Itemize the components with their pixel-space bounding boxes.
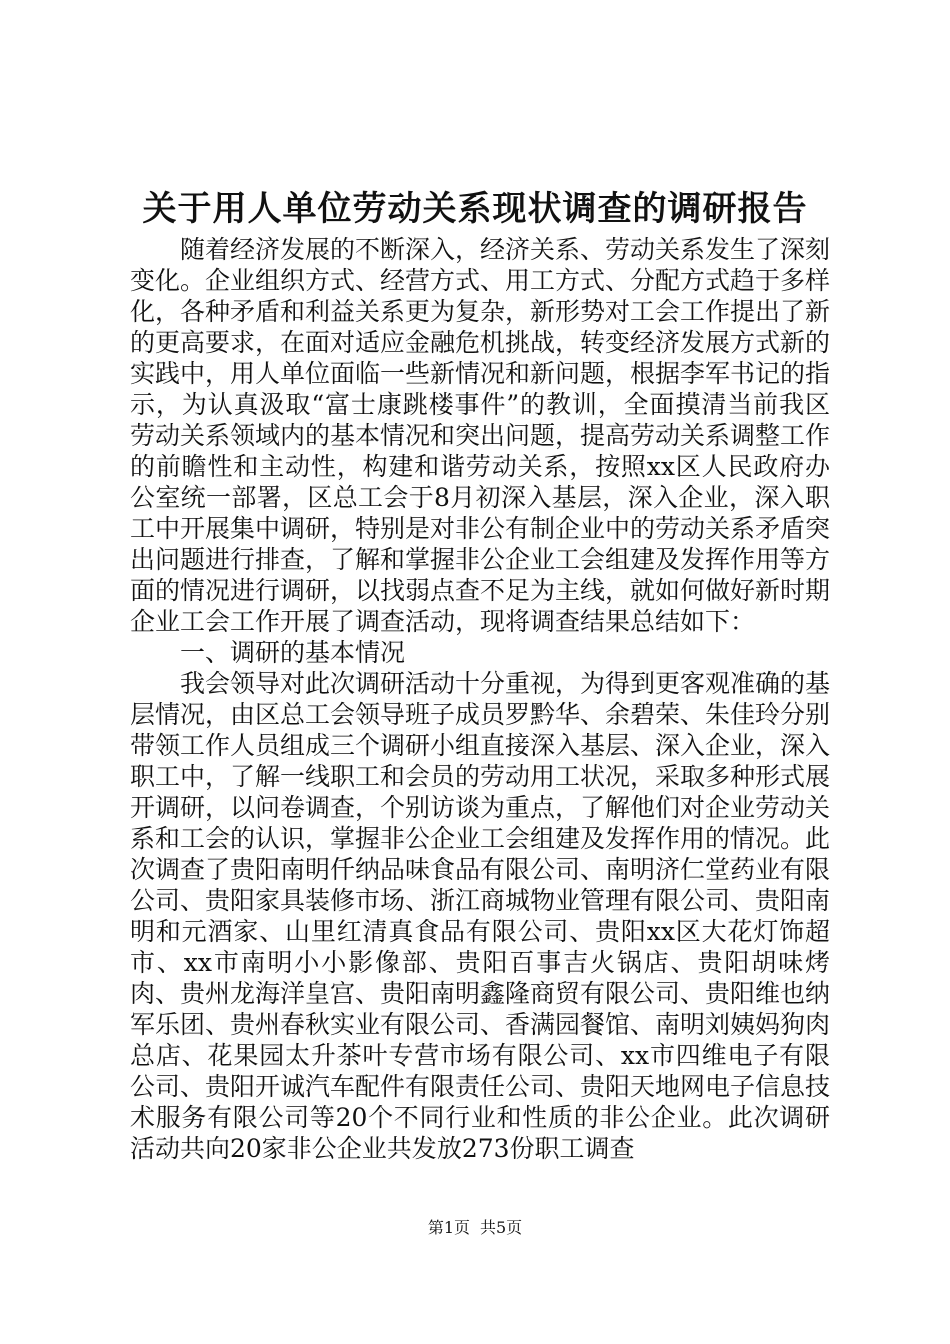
document-body xyxy=(130,234,830,1164)
page-number: 第1页 xyxy=(427,1218,470,1237)
page-total: 共5页 xyxy=(480,1218,523,1237)
document-title: 关于用人单位劳动关系现状调查的调研报告 xyxy=(142,189,808,229)
page-footer xyxy=(0,1218,950,1238)
intro-paragraph: 随着经济发展的不断深入，经济关系、劳动关系发生了深刻变化。企业组织方式、经营方式、用工方式、分配方式趋于多样化，各种矛盾和利益关系更为复杂，新形势对工会工作提出了新的更高要求，在面对适应金融危机挑战，转变经济发展方式新的实践中，用人单位面临一些新情况和新问题，根据李军书记的指示，为认真汲取“富士康跳楼事件”的教训，全面摸清当前我区劳动关系领域内的基本情况和突出问题，提高劳动关系调整工作的前瞻性和主动性，构建和谐劳动关系，按照xx区人民政府办公室统一部署，区总工会于8月初深入基层，深入企业，深入职工中开展集中调研，特别是对非公有制企业中的劳动关系矛盾突出问题进行排查，了解和掌握非公企业工会组建及发挥作用等方面的情况进行调研，以找弱点查不足为主线，就如何做好新时期企业工会工作开展了调查活动，现将调查结果总结如下： xyxy=(130,235,831,636)
section-paragraph: 我会领导对此次调研活动十分重视，为得到更客观准确的基层情况，由区总工会领导班子成员罗黔华、余碧荣、朱佳玲分别带领工作人员组成三个调研小组直接深入基层、深入企业，深入职工中，了解一线职工和会员的劳动用工状况，采取多种形式展开调研，以问卷调查，个别访谈为重点，了解他们对企业劳动关系和工会的认识，掌握非公企业工会组建及发挥作用的情况。此次调查了贵阳南明仟纳品味食品有限公司、南明济仁堂药业有限公司、贵阳家具装修市场、浙江商城物业管理有限公司、贵阳南明和元酒家、山里红清真食品有限公司、贵阳xx区大花灯饰超市、xx市南明小小影像部、贵阳百事吉火锅店、贵阳胡味烤肉、贵州龙海洋皇宫、贵阳南明鑫隆商贸有限公司、贵阳维也纳军乐团、贵州春秋实业有限公司、香满园餐馆、南明刘姨妈狗肉总店、花果园太升茶叶专营市场有限公司、xx市四维电子有限公司、贵阳开诚汽车配件有限责任公司、贵阳天地网电子信息技术服务有限公司等20个不同行业和性质的非公企业。此次调研活动共向20家非公企业共发放273份职工调查 xyxy=(130,669,831,1163)
section-heading: 一、调研的基本情况 xyxy=(180,638,406,667)
